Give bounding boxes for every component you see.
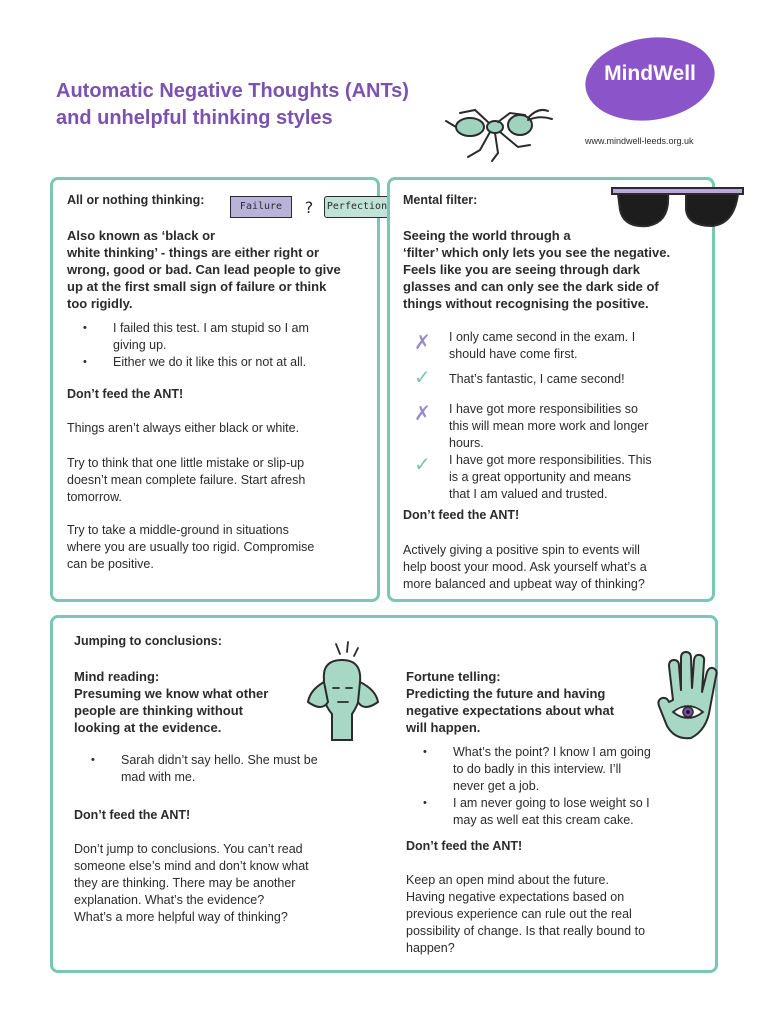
list-item-line: never get a job. [453,779,540,793]
advice-paragraph [403,542,647,593]
negative-example [449,401,648,452]
list-item-line: • Either we do it like this or not at all. [113,355,307,369]
advice-paragraph [406,872,645,957]
example-line: is a great opportunity and means [449,470,632,484]
example-line: I have got more responsibilities. This [449,453,652,467]
advice-paragraph [74,841,309,926]
advice-line: What’s a more helpful way of thinking? [74,910,288,924]
negative-example [449,329,635,363]
example-line: that I am valued and trusted. [449,487,608,501]
dont-feed-heading: Don’t feed the ANT! [74,808,191,822]
all-or-nothing-description [67,227,341,312]
advice-line: tomorrow. [67,490,122,504]
advice-line: Having negative expectations based on [406,890,625,904]
dont-feed-heading: Don’t feed the ANT! [403,508,520,522]
advice-line: Actively giving a positive spin to events will [403,543,640,557]
list-item-line: • I am never going to lose weight so I [453,796,650,810]
advice-line: where you are usually too rigid. Compromise [67,540,315,554]
list-item-line: • I failed this test. I am stupid so I am [113,321,309,335]
advice-line: possibility of change. Is that really bound to [406,924,646,938]
list-item-line: may as well eat this cream cake. [453,813,634,827]
example-line: this will mean more work and longer [449,419,649,433]
check-icon: ✓ [414,367,431,389]
list-item [121,752,318,786]
desc-line: looking at the evidence. [74,720,222,735]
advice-line: someone else’s mind and don’t know what [74,859,309,873]
desc-line: ‘filter’ which only lets you see the negative. [403,245,671,260]
desc-line: negative expectations about what [406,703,615,718]
advice-line: Don’t jump to conclusions. You can’t read [74,842,303,856]
fortune-telling-description [406,668,614,736]
positive-example: That’s fantastic, I came second! [449,372,625,386]
title-line-2: and unhelpful thinking styles [56,107,333,129]
advice-line: they are thinking. There may be another [74,876,296,890]
desc-line: up at the first small sign of failure or think [67,279,327,294]
example-line: should have come first. [449,347,578,361]
desc-line: Seeing the world through a [403,228,571,243]
desc-line: glasses and can only see the dark side of [403,279,659,294]
example-line: I only came second in the exam. I [449,330,636,344]
mental-filter-description [403,227,670,312]
advice-line: happen? [406,941,455,955]
advice-line: doesn’t mean complete failure. Start afresh [67,473,306,487]
desc-line: will happen. [406,720,481,735]
hand-eye-icon [655,650,725,745]
positive-example [449,452,652,503]
desc-line: too rigidly. [67,296,133,311]
desc-line: Predicting the future and having [406,686,606,701]
head-icon [302,640,382,750]
subsection-title: Mind reading: [74,669,160,684]
list-item [453,795,650,829]
advice-paragraph [67,522,314,573]
example-line: I have got more responsibilities so [449,402,638,416]
page-title [56,78,409,132]
list-item-line: • What’s the point? I know I am going [453,745,651,759]
failure-tag: Failure [230,196,292,218]
mental-filter-heading: Mental filter: [403,193,478,207]
advice-line: can be positive. [67,557,154,571]
desc-line: white thinking’ - things are either right or [67,245,320,260]
example-line: hours. [449,436,484,450]
list-item [113,354,306,371]
advice-line: more balanced and upbeat way of thinking? [403,577,645,591]
desc-line: Also known as ‘black or [67,228,216,243]
check-icon: ✓ [414,454,431,476]
ant-icon [440,105,555,165]
desc-line: Feels like you are seeing through dark [403,262,640,277]
logo[interactable]: MindWell [604,62,696,85]
desc-line: things without recognising the positive. [403,296,649,311]
advice-paragraph [67,455,305,506]
list-item-line: to do badly in this interview. I’ll [453,762,622,776]
desc-line: wrong, good or bad. Can lead people to give [67,262,341,277]
jumping-heading: Jumping to conclusions: [74,634,222,648]
desc-line: Presuming we know what other [74,686,269,701]
list-item [113,320,309,354]
list-item-line: giving up. [113,338,167,352]
cross-icon: ✗ [414,403,431,425]
advice-paragraph: Things aren’t always either black or white. [67,421,300,435]
advice-line: explanation. What’s the evidence? [74,893,265,907]
advice-line: help boost your mood. Ask yourself what’s a [403,560,647,574]
title-line-1: Automatic Negative Thoughts (ANTs) [56,80,409,102]
dont-feed-heading: Don’t feed the ANT! [406,839,523,853]
advice-line: Try to think that one little mistake or slip-up [67,456,305,470]
list-item [453,744,651,795]
perfection-tag: Perfection [324,196,390,218]
dont-feed-heading: Don’t feed the ANT! [67,387,184,401]
question-mark: ? [304,198,314,217]
advice-line: Try to take a middle-ground in situations [67,523,289,537]
website-link[interactable]: www.mindwell-leeds.org.uk [585,136,694,146]
list-item-line: • Sarah didn’t say hello. She must be [121,753,318,767]
all-or-nothing-heading: All or nothing thinking: [67,193,205,207]
list-item-line: mad with me. [121,770,196,784]
advice-line: previous experience can rule out the real [406,907,632,921]
mind-reading-description [74,668,268,736]
desc-line: people are thinking without [74,703,243,718]
subsection-title: Fortune telling: [406,669,501,684]
cross-icon: ✗ [414,332,431,354]
advice-line: Keep an open mind about the future. [406,873,609,887]
